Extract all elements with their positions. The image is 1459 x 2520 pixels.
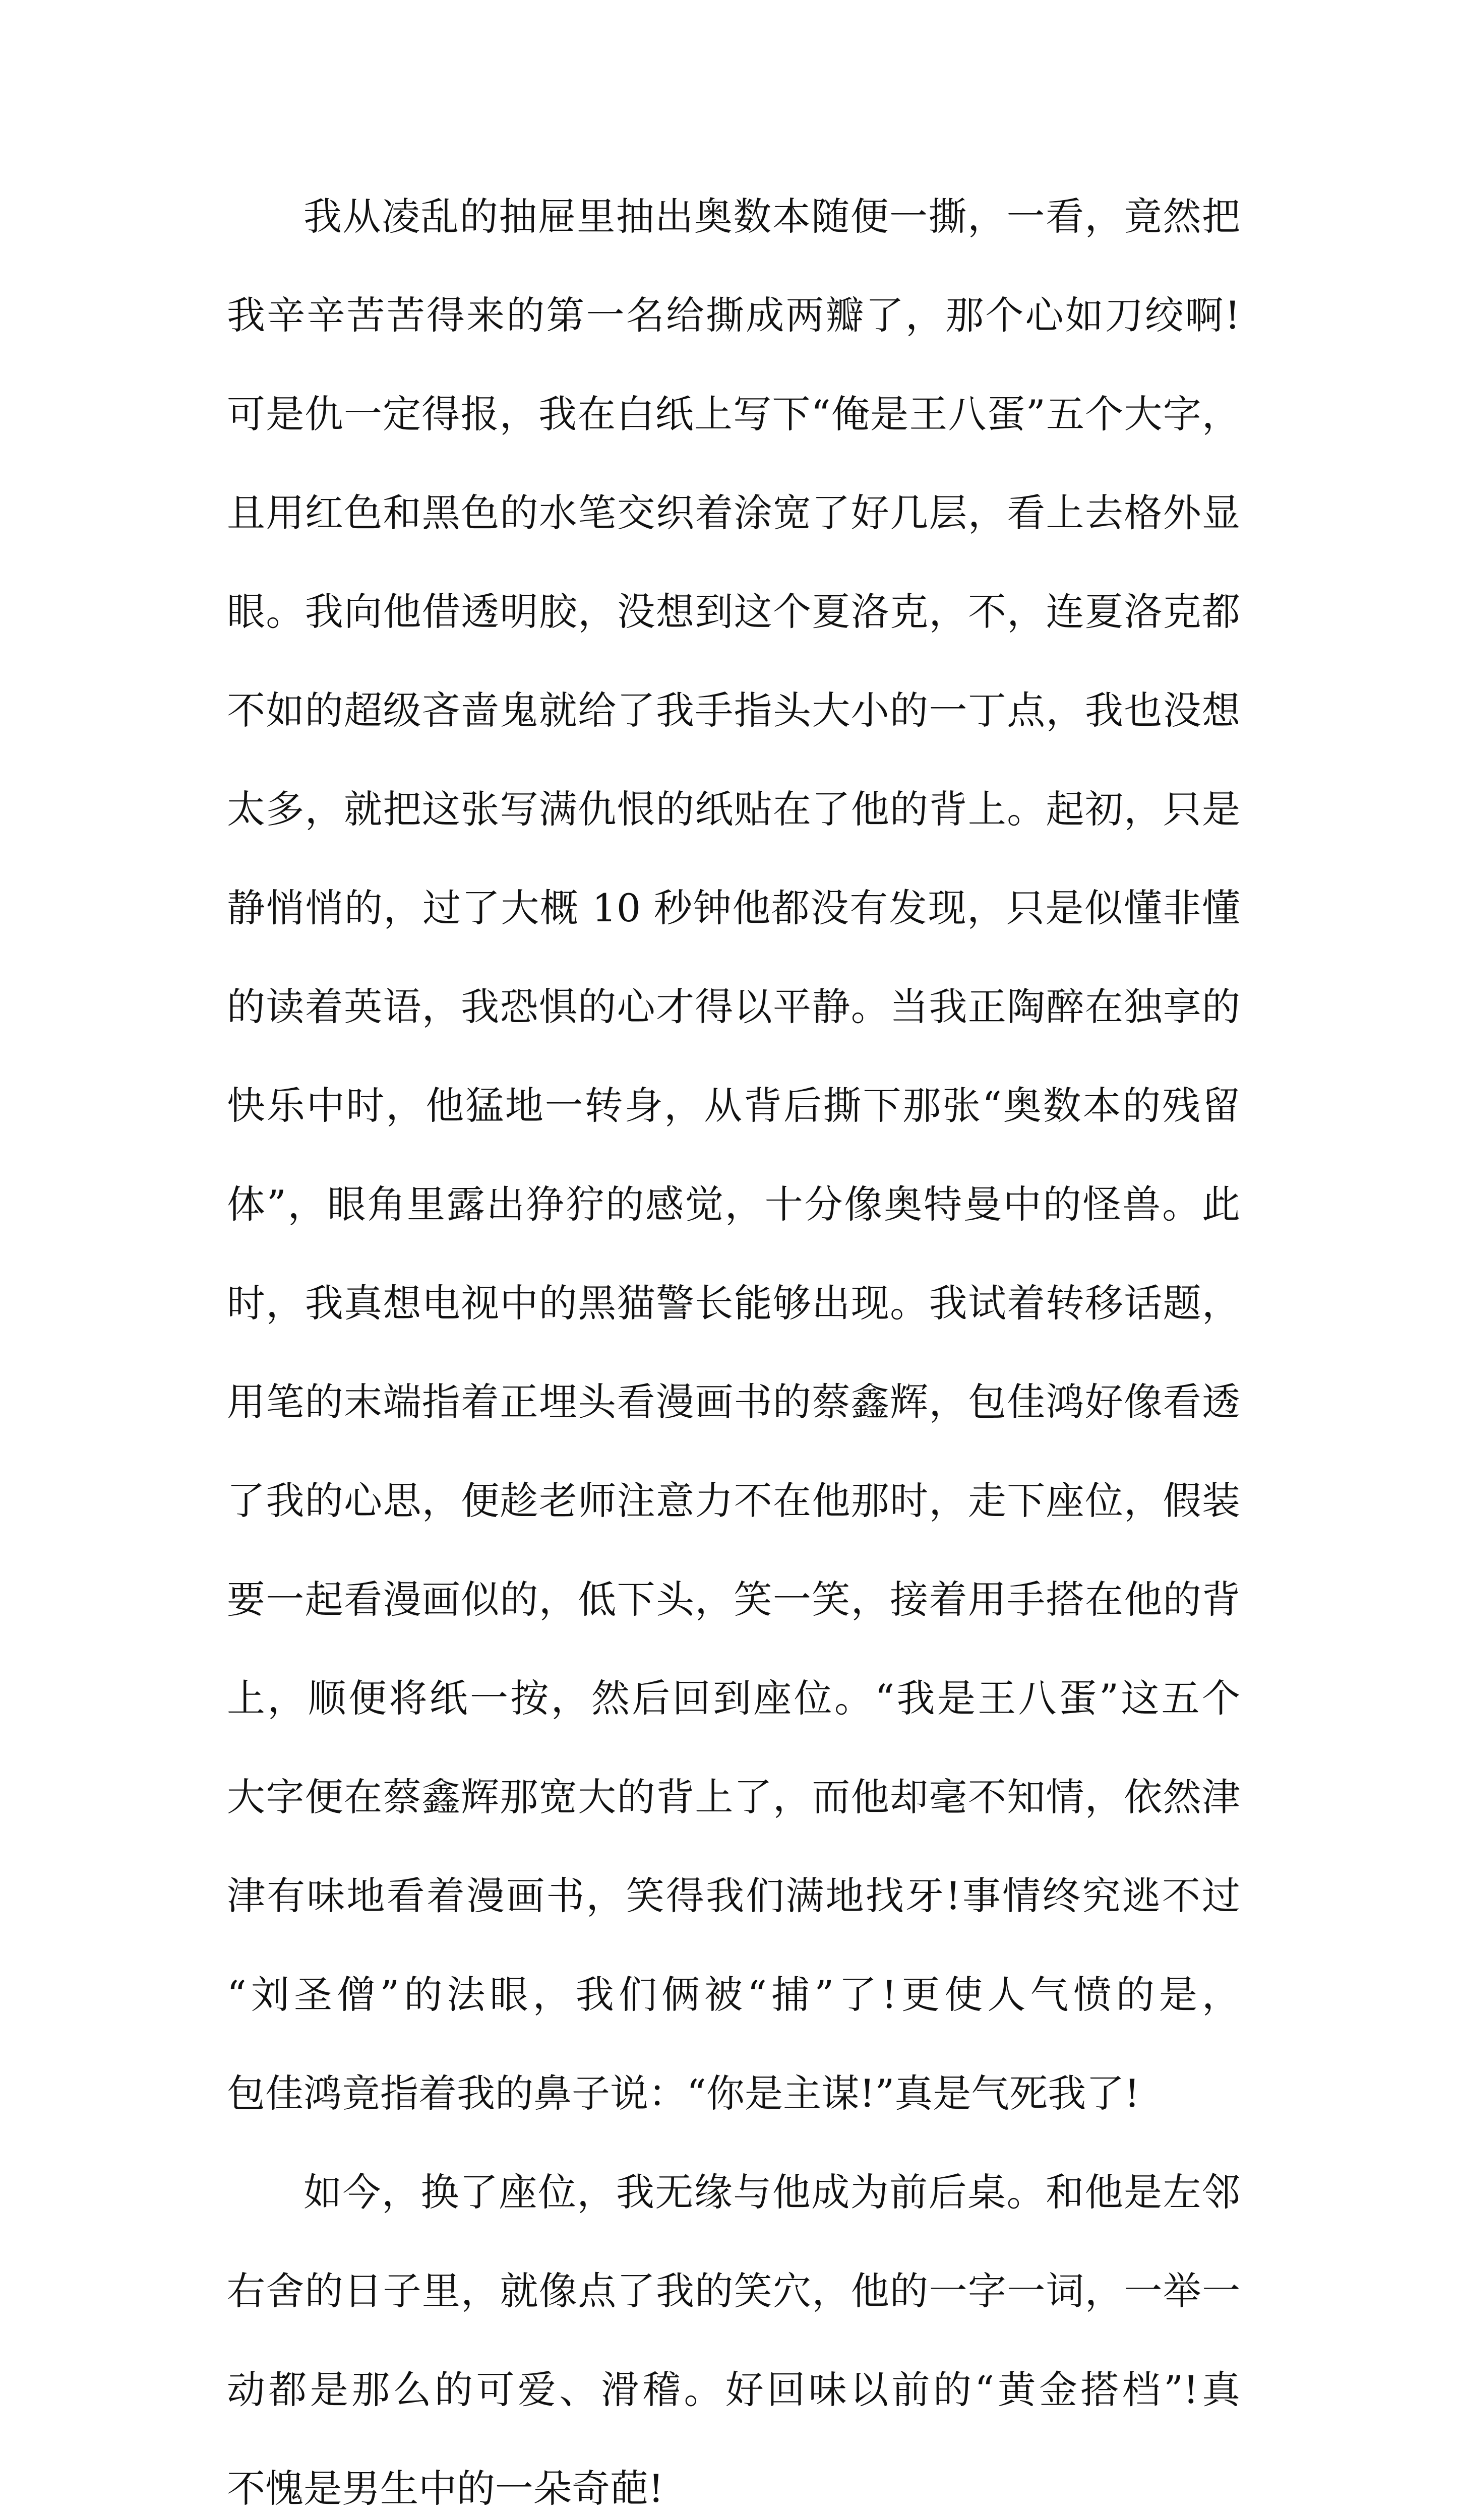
text-line: 太多，就把这张写满仇恨的纸贴在了他的背上。起初，只是 (227, 787, 1240, 832)
text-line: 如今，换了座位，我无缘与他成为前后桌。和他是左邻 (303, 2170, 1240, 2215)
text-line: 时，我真想电视中的黑猫警长能够出现。我试着转移话题， (227, 1281, 1240, 1326)
text-line: 可是仇一定得报，我在白纸上写下“俺是王八蛋”五个大字， (227, 392, 1240, 436)
paragraph-2 (227, 2167, 1240, 2514)
text-line: 我辛辛苦苦得来的第一名给撕成两瓣了，那个心如刀绞啊! (227, 293, 1240, 338)
text-line: 用笔的末端指着正埋头看漫画书的蔡鑫辉，包佳鸿好像看透 (227, 1379, 1240, 1424)
text-line: 包佳鸿竟指着我的鼻子说：“你是主谋!”真是气死我了! (227, 2071, 1140, 2116)
text-line: 的读着英语，我恐惧的心才得以平静。当我正陶醉在独享的 (227, 984, 1240, 1029)
text-line: 且用红色和黑色的水笔交织着涂宽了好几层，看上去格外显 (227, 490, 1240, 535)
text-line: 要一起看漫画似的，低下头，笑一笑，接着用手搭在他的背 (227, 1577, 1240, 1622)
text-line: 不愧是男生中的一朵奇葩! (227, 2466, 664, 2511)
text-line: 津有味地看着漫画书，笑得我们满地找牙!事情终究逃不过 (227, 1873, 1240, 1918)
text-line: 我从凌乱的抽屉里抽出奥数本随便一撕，一看，竟然把 (303, 194, 1240, 239)
paragraph-1 (227, 192, 1240, 2119)
text-line: 不如的超级吝啬鬼就给了我手指头大小的一丁点，我也没想 (227, 688, 1240, 733)
text-line: 大字便在蔡鑫辉那宽大的背上了，而他却毫不知情，依然津 (227, 1775, 1240, 1819)
document-body (227, 192, 1240, 2520)
text-line: 上，顺便将纸一按，然后回到座位。“我是王八蛋”这五个 (227, 1676, 1240, 1721)
text-line: 体”，眼角里露出狰狞的感觉，十分像奥特曼中的怪兽。此 (227, 1182, 1240, 1227)
text-line: 右舍的日子里，就像点了我的笑穴，他的一字一词，一举一 (227, 2269, 1240, 2313)
text-line: “刘圣僧”的法眼，我们俩被“捕”了!更使人气愤的是， (227, 1972, 1240, 2017)
text-line: 快乐中时，他猛地一转身，从背后撕下那张“奥数本的残留 (227, 1083, 1240, 1128)
text-line: 动都是那么的可爱、滑稽。好回味以前的“黄金搭档”!真 (227, 2367, 1240, 2412)
text-line: 眼。我向他借透明胶，没想到这个夏洛克，不，连夏洛克都 (227, 589, 1240, 634)
text-line: 了我的心思，便趁老师注意力不在他那时，走下座位，假装 (227, 1478, 1240, 1523)
text-line: 静悄悄的，过了大概 10 秒钟他都没有发现，只是似懂非懂 (227, 886, 1240, 930)
